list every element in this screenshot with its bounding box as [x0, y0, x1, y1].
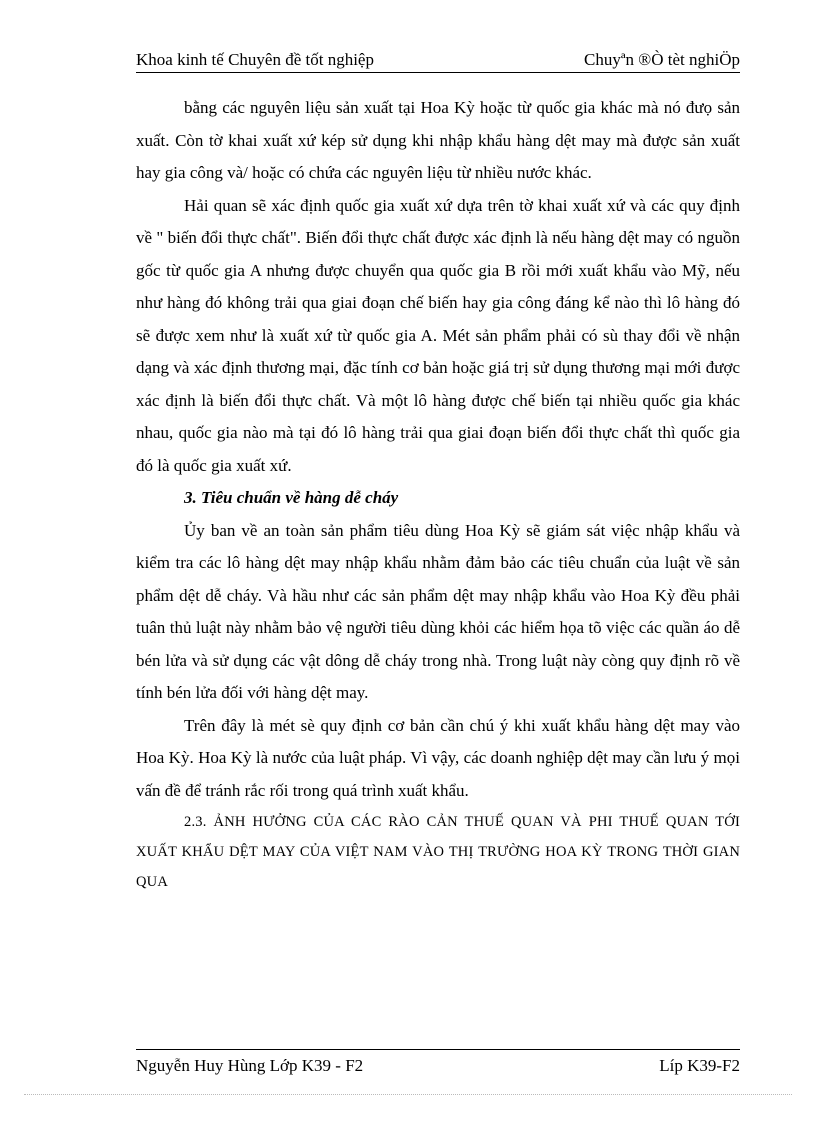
- paragraph-flammable-standards: Ủy ban về an toàn sản phẩm tiêu dùng Hoa Kỳ sẽ giám sát việc nhập khẩu và kiểm tra các lô hàng dệt may nhập khẩu nhằm đảm bảo các tiêu chuẩn của luật về sản phẩm dệt dễ cháy. Và hầu như các sản phẩm dệt may nhập khẩu vào Hoa Kỳ đều phải tuân thủ luật này nhằm bảo vệ người tiêu dùng khỏi các hiểm họa tõ việc các quần áo dễ bén lửa và sử dụng các vật dông dễ cháy trong nhà. Trong luật này còng quy định rõ về tính bén lửa đối với hàng dệt may.: [136, 520, 740, 702]
- paragraph-summary: Trên đây là mét sè quy định cơ bản cần chú ý khi xuất khẩu hàng dệt may vào Hoa Kỳ. Hoa Kỳ là nước của luật pháp. Vì vậy, các doanh nghiệp dệt may cần lưu ý mọi vấn đề để tránh rắc rối trong quá trình xuất khẩu.: [136, 715, 740, 800]
- paragraph-origin-declaration: bằng các nguyên liệu sản xuất tại Hoa Kỳ hoặc từ quốc gia khác mà nó đưọ sản xuất. Còn tờ khai xuất xứ kép sử dụng khi nhập khẩu hàng dệt may mà được sản xuất hay gia công và/ hoặc có chứa các nguyên liệu từ nhiều nước khác.: [136, 98, 740, 182]
- footer-divider: [136, 1049, 740, 1050]
- page-header: [136, 50, 740, 73]
- page-break-line: [24, 1094, 792, 1095]
- header-left-text: Khoa kinh tế Chuyên đề tốt nghiệp: [136, 50, 374, 69]
- section-heading-flammable: 3. Tiêu chuẩn về hàng dễ cháy: [184, 488, 399, 507]
- header-right-text: Chuyªn ®Ò tèt nghiÖp: [584, 50, 740, 69]
- document-body: [136, 92, 740, 897]
- footer-right-text: Líp K39-F2: [659, 1056, 740, 1075]
- page-footer: [136, 1056, 740, 1078]
- section-heading-impact: 2.3. ẢNH HƯỞNG CỦA CÁC RÀO CẢN THUẾ QUAN VÀ PHI THUẾ QUAN TỚI XUẤT KHẨU DỆT MAY CỦA VIỆT NAM VÀO THỊ TRƯỜNG HOA KỲ TRONG THỜI GIAN QUA: [136, 814, 740, 890]
- footer-left-text: Nguyễn Huy Hùng Lớp K39 - F2: [136, 1056, 364, 1075]
- paragraph-substantial-transformation: Hải quan sẽ xác định quốc gia xuất xứ dựa trên tờ khai xuất xứ và các quy định về " biến đổi thực chất". Biến đổi thực chất được xác định là nếu hàng dệt may có nguồn gốc từ quốc gia A nhưng được chuyển qua quốc gia B rồi mới xuất khẩu vào Mỹ, nếu như hàng đó không trải qua giai đoạn chế biến hay gia công đáng kể nào thì lô hàng đó sẽ được xem như là xuất xứ từ quốc gia A. Mét sản phẩm phải có sù thay đổi về nhận dạng và xác định thương mại, đặc tính cơ bản hoặc giá trị sử dụng thương mại mới được xác định là biến đổi thực chất. Và một lô hàng được chế biến tại nhiều quốc gia khác nhau, quốc gia nào mà tại đó lô hàng trải qua giai đoạn biến đổi thực chất thì quốc gia đó là quốc gia xuất xứ.: [136, 195, 740, 475]
